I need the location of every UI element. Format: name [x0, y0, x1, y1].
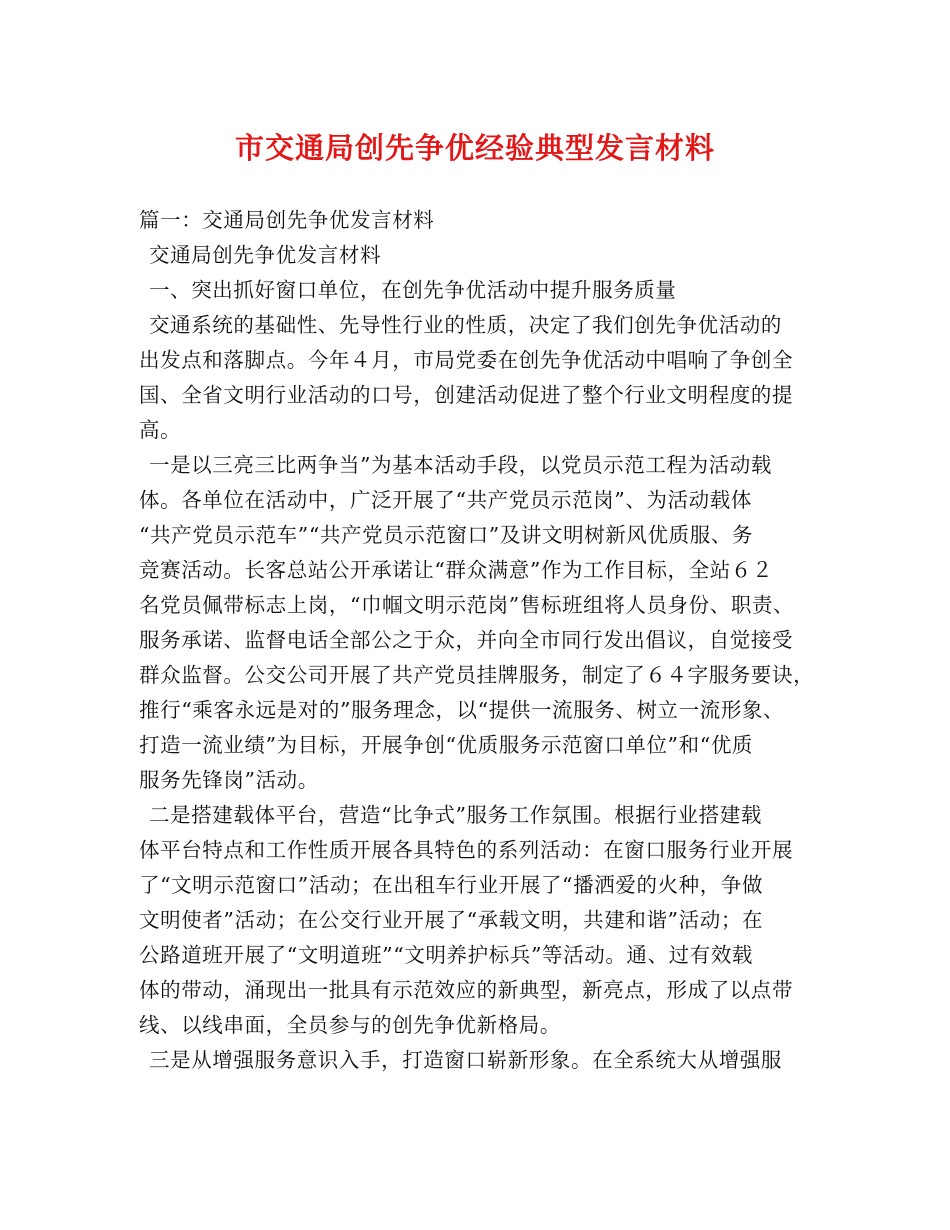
section-heading: 篇一：交通局创先争优发言材料	[139, 208, 435, 232]
paragraph-line: 服务承诺、监督电话全部公之于众，并向全市同行发出倡议，自觉接受	[139, 628, 794, 652]
paragraph-line: “共产党员示范车”“共产党员示范窗口”及讲文明树新风优质服、务	[139, 523, 754, 547]
paragraph-line: 交通系统的基础性、先导性行业的性质，决定了我们创先争优活动的	[149, 313, 782, 337]
paragraph-line: 群众监督。公交公司开展了共产党员挂牌服务，制定了６４字服务要诀，	[139, 663, 815, 687]
paragraph-line: 高。	[139, 418, 182, 442]
paragraph-line: 体。各单位在活动中，广泛开展了“共产党员示范岗”、为活动载体	[139, 488, 752, 512]
document-title: 市交通局创先争优经验典型发言材料	[234, 131, 715, 165]
paragraph-line: 名党员佩带标志上岗，“巾帼文明示范岗”售标班组将人员身份、职责、	[139, 593, 795, 617]
paragraph-line: 竞赛活动。长客总站公开承诺让“群众满意”作为工作目标，全站６２	[139, 558, 774, 582]
paragraph-line: 线、以线串面，全员参与的创先争优新格局。	[139, 1013, 561, 1037]
paragraph-line: 服务先锋岗”活动。	[139, 768, 319, 792]
document-body	[139, 203, 819, 1078]
paragraph-line: 一是以三亮三比两争当”为基本活动手段，以党员示范工程为活动载	[149, 453, 772, 477]
paragraph-line: 公路道班开展了“文明道班”“文明养护标兵”等活动。通、过有效载	[139, 943, 754, 967]
subtitle-line: 交通局创先争优发言材料	[149, 243, 382, 267]
heading-line: 一、突出抓好窗口单位，在创先争优活动中提升服务质量	[149, 278, 677, 302]
paragraph-line: 体的带动，涌现出一批具有示范效应的新典型，新亮点，形成了以点带	[139, 978, 794, 1002]
paragraph-line: 体平台特点和工作性质开展各具特色的系列活动：在窗口服务行业开展	[139, 838, 794, 862]
paragraph-line: 三是从增强服务意识入手，打造窗口崭新形象。在全系统大从增强服	[149, 1048, 782, 1072]
paragraph-line: 打造一流业绩”为目标，开展争创“优质服务示范窗口单位”和“优质	[139, 733, 754, 757]
paragraph-line: 出发点和落脚点。今年４月，市局党委在创先争优活动中唱响了争创全	[139, 348, 794, 372]
paragraph-line: 文明使者”活动；在公交行业开展了“承载文明，共建和谐”活动；在	[139, 908, 764, 932]
paragraph-line: 了“文明示范窗口”活动；在出租车行业开展了“播洒爱的火种，争做	[139, 873, 764, 897]
paragraph-line: 国、全省文明行业活动的口号，创建活动促进了整个行业文明程度的提	[139, 383, 794, 407]
paragraph-line: 二是搭建载体平台，营造“比争式”服务工作氛围。根据行业搭建载	[149, 803, 762, 827]
paragraph-line: 推行“乘客永远是对的”服务理念，以“提供一流服务、树立一流形象、	[139, 698, 785, 722]
